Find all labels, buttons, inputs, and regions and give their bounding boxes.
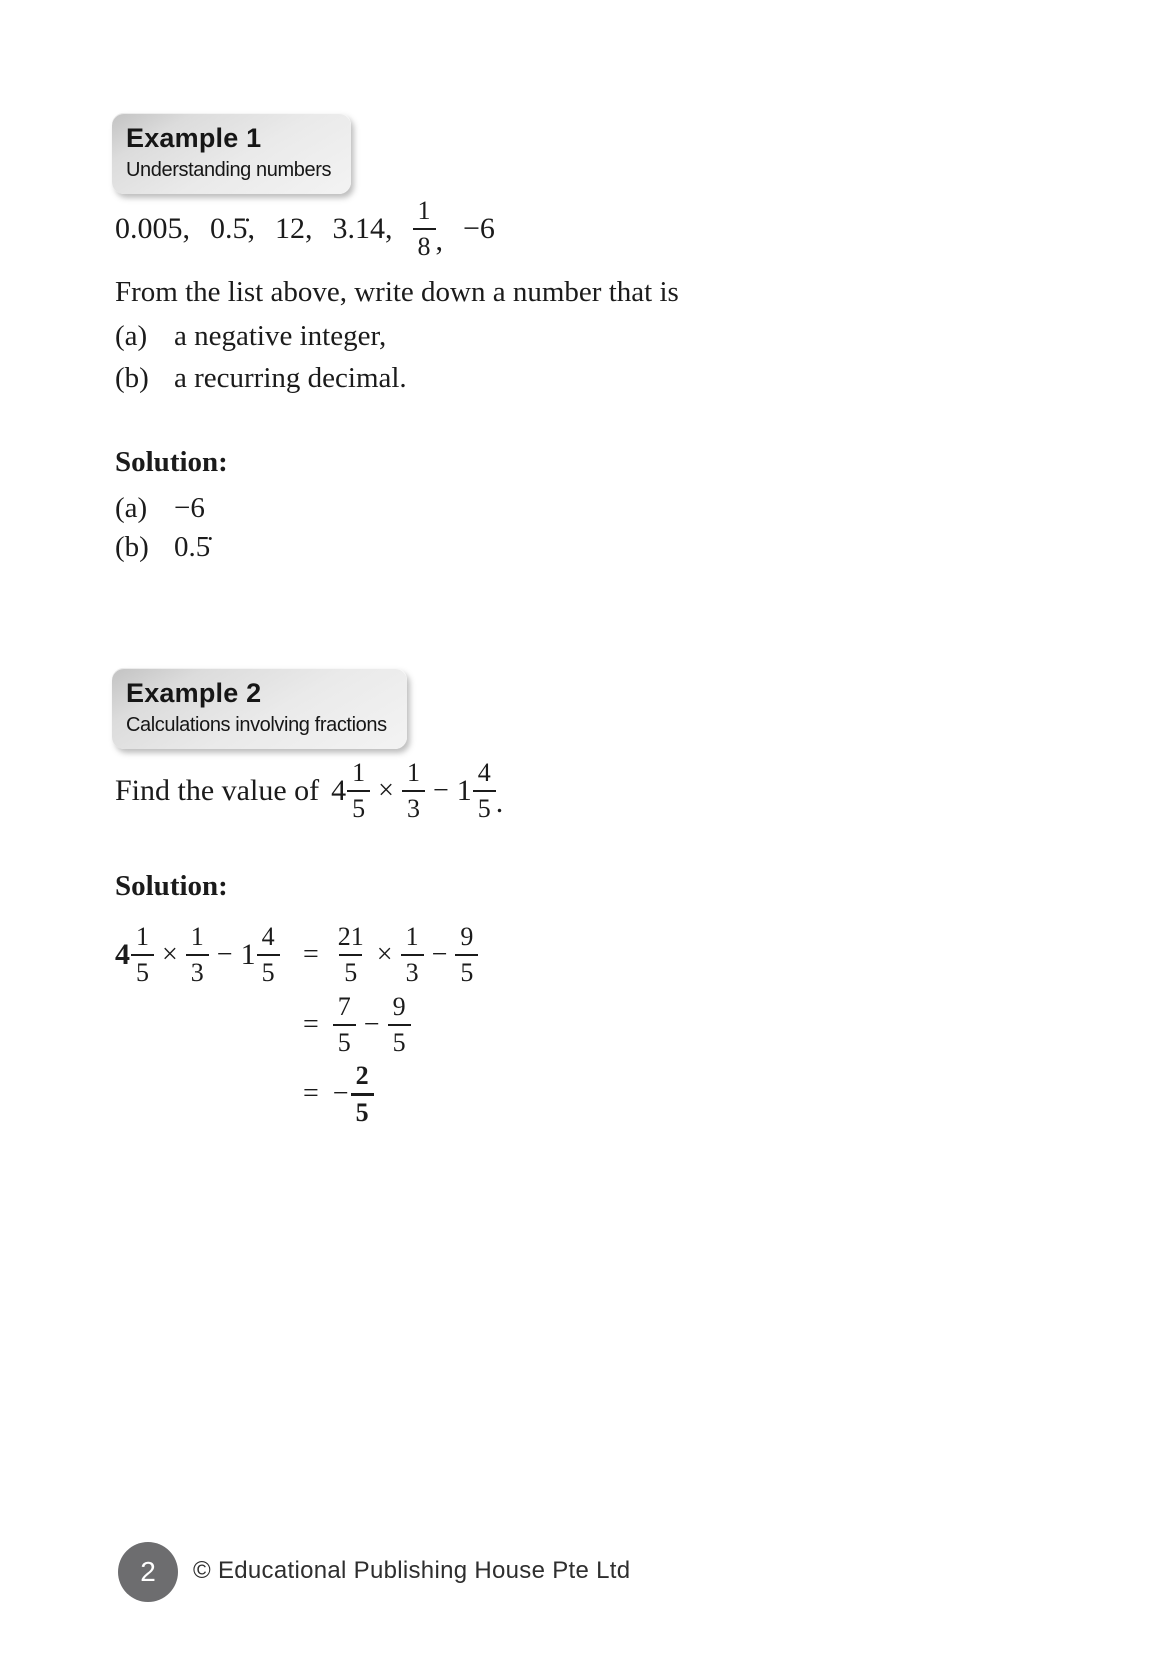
fraction-numerator: 4: [477, 758, 491, 787]
fraction-numerator: 1: [405, 922, 419, 951]
number-item: 0.005,: [115, 212, 190, 245]
fraction-numerator: 9: [392, 992, 406, 1021]
solution-heading-1: Solution:: [115, 446, 228, 478]
fraction: [455, 924, 478, 986]
fraction-denominator: 5: [455, 954, 478, 986]
fraction-denominator: 5: [131, 954, 154, 986]
fraction: [401, 924, 424, 986]
fraction-denominator: 3: [186, 954, 209, 986]
fraction-numerator: 4: [261, 922, 275, 951]
minus-operator: −: [431, 939, 448, 970]
fraction-numerator: 21: [337, 922, 364, 951]
equals-sign: =: [303, 1009, 319, 1040]
fraction-denominator: 5: [351, 1093, 374, 1126]
part-label: (b): [115, 362, 149, 394]
fraction-numerator: 1: [190, 922, 204, 951]
fraction-denominator: 5: [473, 790, 496, 822]
fraction: [473, 760, 496, 822]
question-part-b: [115, 362, 407, 395]
fraction: [131, 924, 154, 986]
whole-number: 1: [240, 938, 256, 971]
answer-a: [115, 492, 205, 525]
fraction-numerator: 7: [337, 992, 351, 1021]
number-item: 12,: [275, 212, 313, 245]
minus-operator: −: [363, 1009, 380, 1040]
fraction: [402, 760, 425, 822]
fraction-denominator: 3: [402, 790, 425, 822]
period: .: [495, 786, 504, 819]
example2-header-box: [112, 668, 407, 749]
work-line-3: [115, 1056, 374, 1132]
minus-operator: −: [432, 775, 449, 806]
number-item: 3.14,: [332, 212, 393, 245]
part-text: a negative integer,: [174, 320, 387, 352]
mixed-number: [115, 924, 154, 986]
fraction: [388, 994, 411, 1056]
part-label: (a): [115, 320, 148, 352]
answer-text: −6: [174, 492, 205, 524]
example2-question: [115, 756, 503, 826]
answer-label: (a): [115, 492, 148, 524]
final-answer-fraction: [351, 1060, 374, 1127]
fraction-denominator: 5: [388, 1024, 411, 1056]
answer-text: 0.5̇: [174, 531, 211, 563]
fraction-denominator: 5: [347, 790, 370, 822]
page-number: 2: [140, 1556, 156, 1587]
times-operator: ×: [376, 939, 393, 970]
fraction-denominator: 3: [401, 954, 424, 986]
fraction: [257, 924, 280, 986]
example1-title: Example 1: [126, 123, 262, 153]
question-prefix: Find the value of: [115, 774, 320, 807]
times-operator: ×: [378, 775, 394, 806]
number-list: [115, 196, 495, 262]
fraction-numerator: 1: [136, 922, 149, 951]
fraction: [413, 198, 436, 260]
fraction-numerator: 9: [460, 922, 474, 951]
copyright-text: © Educational Publishing House Pte Ltd: [193, 1557, 631, 1584]
times-operator: ×: [162, 939, 178, 970]
fraction-numerator: 2: [355, 1060, 369, 1090]
fraction: [347, 760, 370, 822]
fraction: [186, 924, 209, 986]
mixed-number: [457, 760, 496, 822]
solution-heading-2: Solution:: [115, 870, 228, 902]
example1-subtitle: Understanding numbers: [126, 159, 332, 181]
minus-operator: −: [216, 939, 233, 970]
fraction: [333, 924, 369, 986]
work-line-2: [115, 990, 411, 1060]
question-prompt: From the list above, write down a number that is: [115, 276, 679, 308]
fraction-denominator: 5: [339, 954, 362, 986]
fraction-numerator: 1: [406, 758, 420, 787]
mixed-number-with-period: [457, 760, 504, 822]
equals-sign: =: [303, 1078, 319, 1109]
answer-label: (b): [115, 531, 149, 563]
minus-operator: −: [332, 1078, 349, 1109]
equals-sign: =: [303, 939, 319, 970]
fraction-numerator: 1: [352, 758, 366, 787]
fraction-denominator: 5: [257, 954, 280, 986]
mixed-number: [241, 924, 280, 986]
part-text: a recurring decimal.: [174, 362, 407, 394]
work-lhs: [115, 924, 303, 986]
mixed-number: [331, 760, 370, 822]
number-item: −6: [463, 212, 495, 245]
comma: ,: [435, 224, 443, 257]
question-part-a: [115, 320, 386, 353]
whole-number: 1: [456, 774, 472, 807]
fraction-denominator: 8: [413, 228, 436, 260]
example1-header-box: [112, 113, 351, 194]
fraction: [333, 994, 356, 1056]
whole-number: 4: [115, 938, 130, 971]
number-item-recurring: 0.5̇,: [210, 212, 255, 245]
whole-number: 4: [331, 774, 347, 807]
answer-b: [115, 531, 210, 564]
example2-title: Example 2: [126, 678, 262, 708]
fraction-one-eighth: [413, 198, 444, 260]
example2-subtitle: Calculations involving fractions: [126, 714, 387, 736]
fraction-denominator: 5: [333, 1024, 356, 1056]
page-number-badge: [118, 1542, 178, 1602]
work-line-1: [115, 920, 478, 990]
fraction-numerator: 1: [417, 196, 431, 225]
